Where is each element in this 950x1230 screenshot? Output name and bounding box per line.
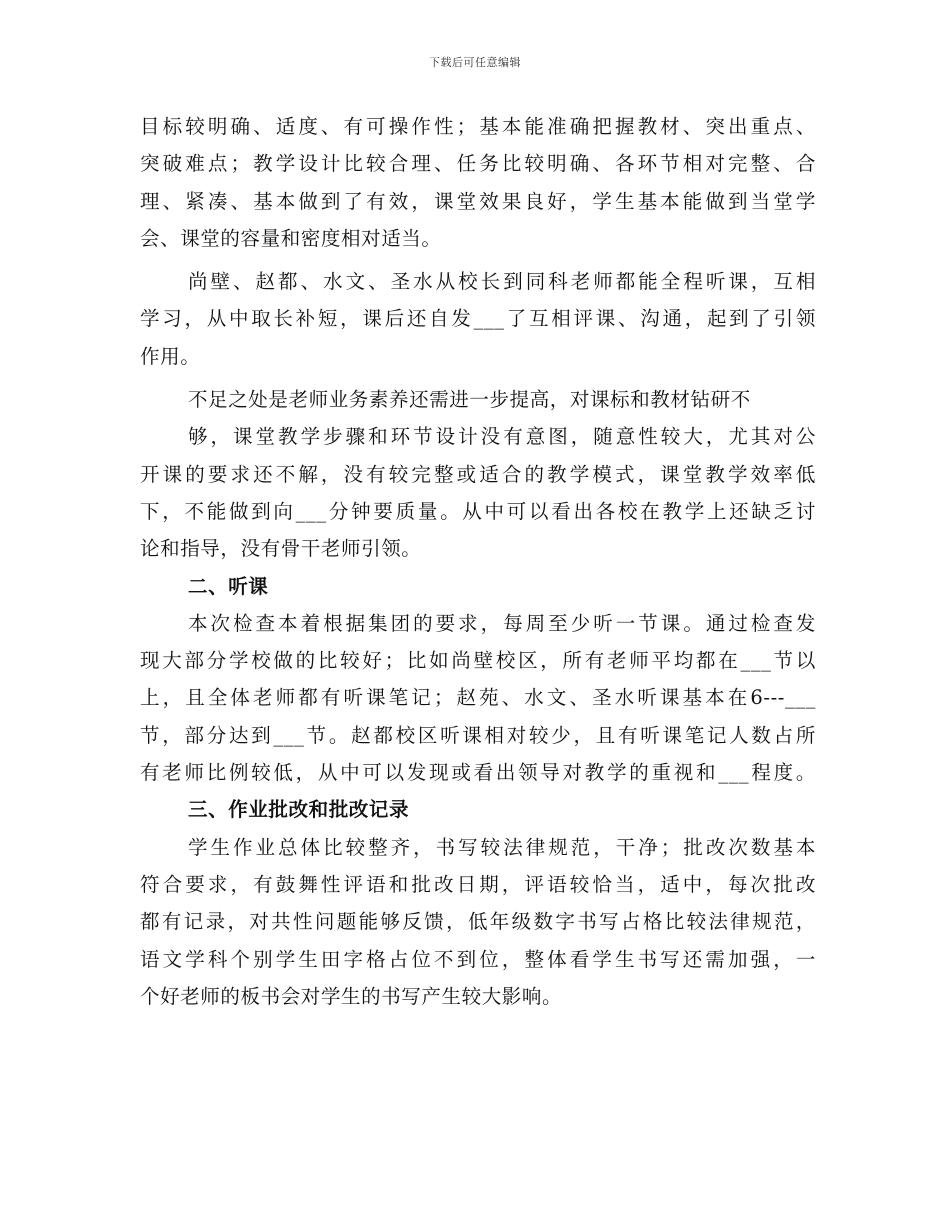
- text-line: 节，部分达到___节。赵都校区听课相对较少，且有听课笔记人数占所: [140, 723, 816, 747]
- text-line: 会、课堂的容量和密度相对适当。: [140, 226, 442, 250]
- text-line: 突破难点；教学设计比较合理、任务比较明确、各环节相对完整、合: [140, 152, 816, 176]
- text-line: 符合要求，有鼓舞性评语和批改日期，评语较恰当，适中，每次批改: [140, 872, 816, 896]
- text-line: 不足之处是老师业务素养还需进一步提高，对课标和教材钻研不: [188, 388, 751, 412]
- text-line: 现大部分学校做的比较好；比如尚壁校区，所有老师平均都在___节以: [140, 649, 816, 673]
- text-line: 目标较明确、适度、有可操作性；基本能准确把握教材、突出重点、: [140, 115, 816, 138]
- text-line: 学习，从中取长补短，课后还自发___了互相评课、沟通，起到了引领: [140, 307, 816, 331]
- text-line: 理、紧凑、基本做到了有效，课堂效果良好，学生基本能做到当堂学: [140, 189, 816, 213]
- text-line: 尚壁、赵都、水文、圣水从校长到同科老师都能全程听课，互相: [188, 270, 816, 294]
- section-heading: 三、作业批改和批改记录: [188, 798, 410, 822]
- document-body: [140, 108, 816, 1015]
- text-line: 本次检查本着根据集团的要求，每周至少听一节课。通过检查发: [188, 611, 816, 635]
- text-line: 论和指导，没有骨干老师引领。: [140, 537, 422, 561]
- text-line: 个好老师的板书会对学生的书写产生较大影响。: [140, 984, 563, 1008]
- text-line: 下，不能做到向___分钟要质量。从中可以看出各校在教学上还缺乏讨: [140, 499, 816, 523]
- page-header: 下载后可任意编辑: [429, 56, 521, 69]
- text-line: 开课的要求还不解，没有较完整或适合的教学模式，课堂教学效率低: [140, 462, 816, 486]
- text-line: 有老师比例较低，从中可以发现或看出领导对教学的重视和___程度。: [140, 761, 816, 785]
- text-line: 够，课堂教学步骤和环节设计没有意图，随意性较大，尤其对公: [188, 425, 816, 449]
- text-line: 作用。: [140, 344, 201, 368]
- text-line: 上，且全体老师都有听课笔记；赵苑、水文、圣水听课基本在6---___: [140, 686, 816, 710]
- section-heading: 二、听课: [188, 574, 269, 598]
- text-line: 语文学科个别学生田字格占位不到位，整体看学生书写还需加强，一: [140, 947, 816, 971]
- text-line: 都有记录，对共性问题能够反馈，低年级数字书写占格比较法律规范，: [140, 910, 816, 934]
- text-line: 学生作业总体比较整齐，书写较法律规范，干净；批改次数基本: [188, 835, 816, 859]
